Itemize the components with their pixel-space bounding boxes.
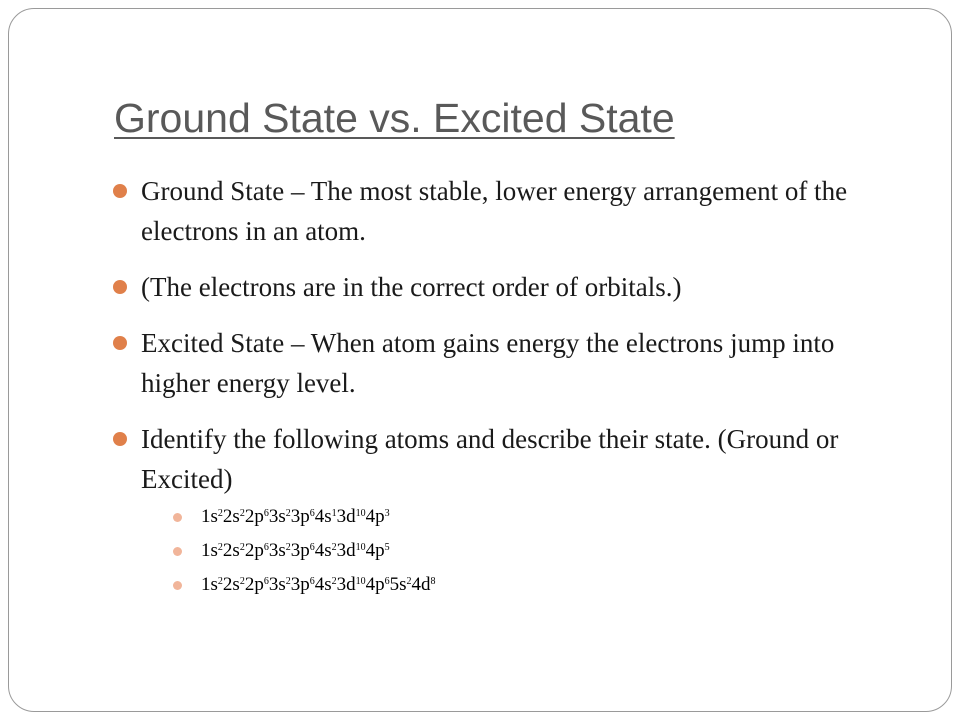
bullet-dot-icon: [113, 432, 127, 446]
bullet-item-identify: [113, 419, 893, 499]
electron-count: 2: [285, 507, 291, 519]
sub-bullet-dot-icon: [173, 513, 182, 522]
bullet-list: [113, 171, 893, 515]
bullet-text: (The electrons are in the correct order of orbitals.): [141, 272, 682, 302]
orbital-label: 4s: [314, 540, 332, 561]
electron-count: 6: [263, 507, 269, 519]
electron-count: 2: [217, 507, 223, 519]
orbital-label: 5s: [389, 574, 407, 595]
electron-count: 2: [217, 541, 223, 553]
orbital-label: 3p: [290, 506, 310, 527]
orbital-label: 4p: [365, 506, 385, 527]
configuration-item: [113, 573, 893, 597]
orbital-label: 4d: [411, 574, 431, 595]
electron-count: 2: [217, 575, 223, 587]
configuration-list: [113, 505, 893, 607]
electron-count: 2: [239, 541, 245, 553]
electron-count: 6: [309, 575, 315, 587]
electron-count: 2: [239, 575, 245, 587]
electron-configuration: [201, 506, 390, 527]
configuration-item: [113, 539, 893, 563]
slide-frame: [8, 8, 952, 712]
electron-count: 1: [331, 507, 337, 519]
bullet-dot-icon: [113, 280, 127, 294]
electron-configuration: [201, 574, 436, 595]
orbital-label: 4s: [314, 574, 332, 595]
electron-count: 2: [239, 507, 245, 519]
electron-count: 6: [309, 541, 315, 553]
sub-bullet-dot-icon: [173, 547, 182, 556]
orbital-label: 3p: [290, 540, 310, 561]
orbital-label: 3p: [290, 574, 310, 595]
bullet-text: Ground State – The most stable, lower energy arrangement of the electrons in an atom.: [141, 176, 848, 246]
orbital-label: 2s: [222, 574, 240, 595]
electron-count: 10: [355, 507, 366, 519]
orbital-label: 2p: [244, 540, 264, 561]
electron-count: 5: [384, 541, 390, 553]
orbital-label: 3d: [336, 506, 356, 527]
electron-count: 6: [263, 541, 269, 553]
orbital-label: 2s: [222, 540, 240, 561]
electron-count: 6: [309, 507, 315, 519]
electron-count: 2: [285, 575, 291, 587]
orbital-label: 2s: [222, 506, 240, 527]
electron-configuration: [201, 540, 390, 561]
bullet-dot-icon: [113, 184, 127, 198]
bullet-item-ground-state: [113, 171, 893, 251]
electron-count: 3: [384, 507, 390, 519]
orbital-label: 1s: [201, 540, 218, 561]
orbital-label: 4s: [314, 506, 332, 527]
orbital-label: 3d: [336, 540, 356, 561]
slide-title: Ground State vs. Excited State: [114, 95, 675, 141]
electron-count: 2: [331, 575, 337, 587]
orbital-label: 4p: [365, 574, 385, 595]
electron-count: 8: [430, 575, 436, 587]
electron-count: 10: [355, 541, 366, 553]
orbital-label: 4p: [365, 540, 385, 561]
electron-count: 6: [384, 575, 390, 587]
orbital-label: 1s: [201, 574, 218, 595]
electron-count: 2: [331, 541, 337, 553]
bullet-text: Identify the following atoms and describe their state. (Ground or Excited): [141, 424, 839, 494]
orbital-label: 1s: [201, 506, 218, 527]
orbital-label: 3s: [268, 540, 286, 561]
bullet-dot-icon: [113, 336, 127, 350]
electron-count: 2: [406, 575, 412, 587]
electron-count: 6: [263, 575, 269, 587]
orbital-label: 2p: [244, 574, 264, 595]
sub-bullet-dot-icon: [173, 581, 182, 590]
configuration-item: [113, 505, 893, 529]
bullet-text: Excited State – When atom gains energy the electrons jump into higher energy level.: [141, 328, 835, 398]
bullet-item-excited-state: [113, 323, 893, 403]
orbital-label: 3s: [268, 574, 286, 595]
bullet-item-orbital-order: [113, 267, 893, 307]
electron-count: 2: [285, 541, 291, 553]
orbital-label: 3s: [268, 506, 286, 527]
electron-count: 10: [355, 575, 366, 587]
orbital-label: 2p: [244, 506, 264, 527]
orbital-label: 3d: [336, 574, 356, 595]
